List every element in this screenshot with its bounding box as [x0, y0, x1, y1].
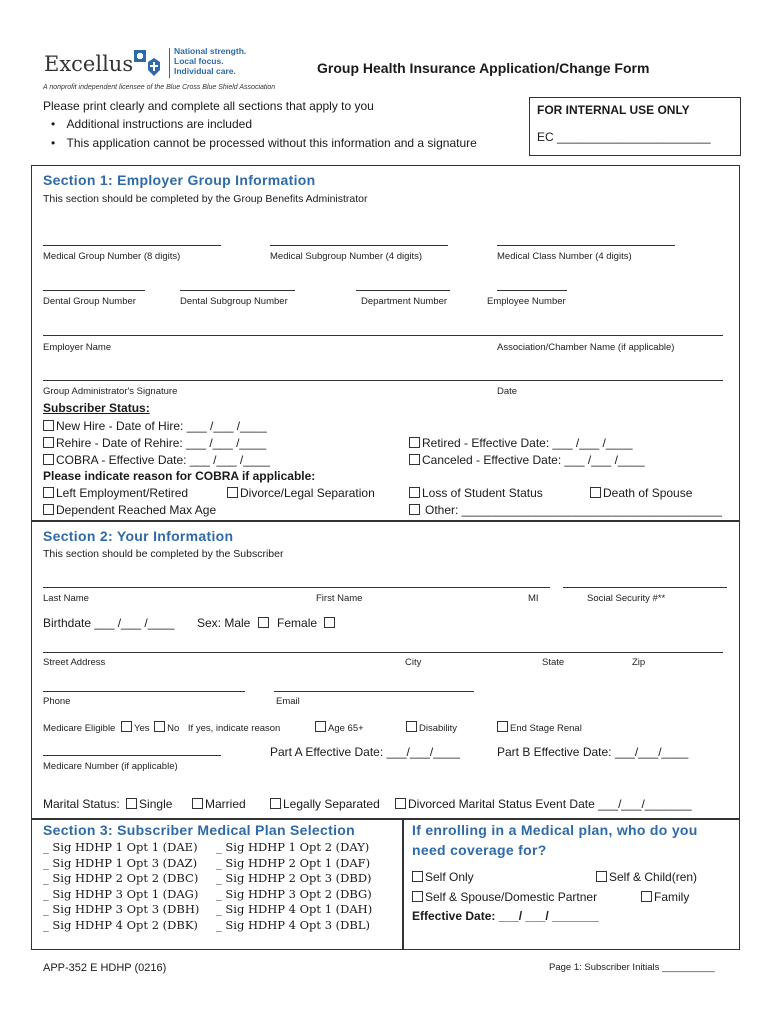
- divorced-checkbox[interactable]: [395, 798, 406, 809]
- section-1-title: Section 1: Employer Group Information: [43, 172, 316, 188]
- medical-class-number-field[interactable]: [497, 245, 675, 246]
- address-field[interactable]: [43, 652, 723, 653]
- sex-field: Sex: Male Female: [197, 616, 337, 630]
- medical-subgroup-number-label: Medical Subgroup Number (4 digits): [270, 251, 423, 262]
- dental-subgroup-number-label: Dental Subgroup Number: [180, 296, 288, 307]
- plan-option[interactable]: _ Sig HDHP 2 Opt 2 (DBC): [43, 871, 199, 885]
- plan-option[interactable]: _ Sig HDHP 4 Opt 2 (DBK): [43, 917, 198, 932]
- employee-number-field[interactable]: [497, 290, 567, 291]
- dental-group-number-field[interactable]: [43, 290, 145, 291]
- effective-date-field[interactable]: Effective Date: ___/ ___/ _______: [412, 909, 599, 923]
- dependent-max-age-option[interactable]: Dependent Reached Max Age: [43, 503, 216, 517]
- coverage-title-line-1: If enrolling in a Medical plan, who do you: [412, 822, 698, 838]
- section-1-subtitle: This section should be completed by the Group Benefits Administrator: [43, 193, 368, 205]
- self-spouse-option[interactable]: Self & Spouse/Domestic Partner: [412, 890, 597, 904]
- family-option[interactable]: Family: [641, 890, 689, 904]
- plan-option[interactable]: _ Sig HDHP 3 Opt 2 (DBG): [216, 886, 372, 901]
- instruction-bullet-2: • This application cannot be processed without this information and a signature: [51, 136, 477, 150]
- city-label: City: [405, 657, 422, 668]
- plan-list-right: [216, 840, 372, 933]
- new-hire-checkbox[interactable]: [43, 420, 54, 431]
- logo-wordmark: Excellus: [44, 52, 134, 76]
- medicare-number-field[interactable]: [43, 755, 221, 756]
- section-2-title: Section 2: Your Information: [43, 528, 234, 544]
- self-only-option[interactable]: Self Only: [412, 870, 474, 884]
- left-employment-option[interactable]: Left Employment/Retired: [43, 486, 188, 500]
- dependent-max-age-checkbox[interactable]: [43, 504, 54, 515]
- part-a-date-field[interactable]: Part A Effective Date: ___/___/____: [270, 745, 460, 759]
- rehire-checkbox[interactable]: [43, 437, 54, 448]
- medicare-eligible-row: Medicare Eligible Yes No If yes, indicate reason: [43, 723, 281, 734]
- ec-field[interactable]: EC _______________________: [537, 130, 711, 144]
- self-spouse-checkbox[interactable]: [412, 891, 423, 902]
- plan-option[interactable]: _ Sig HDHP 4 Opt 3 (DBL): [216, 917, 370, 932]
- part-b-date-field[interactable]: Part B Effective Date: ___/___/____: [497, 745, 689, 759]
- employee-number-label: Employee Number: [487, 296, 566, 307]
- self-children-checkbox[interactable]: [596, 871, 607, 882]
- tagline-line-2: Local focus.: [174, 56, 224, 66]
- state-label: State: [542, 657, 565, 668]
- coverage-title-line-2: need coverage for?: [412, 842, 547, 858]
- plan-option[interactable]: _ Sig HDHP 1 Opt 1 (DAE): [43, 840, 198, 854]
- department-number-label: Department Number: [361, 296, 448, 307]
- plan-option[interactable]: _ Sig HDHP 2 Opt 1 (DAF): [216, 855, 371, 870]
- tagline-line-1: National strength.: [174, 46, 247, 56]
- self-children-option[interactable]: Self & Child(ren): [596, 870, 697, 884]
- medical-class-number-label: Medical Class Number (4 digits): [497, 251, 632, 262]
- divorced-option[interactable]: Divorced Marital Status Event Date ___/___/_______: [395, 797, 692, 811]
- plan-option[interactable]: _ Sig HDHP 2 Opt 3 (DBD): [216, 871, 372, 885]
- plan-option[interactable]: _ Sig HDHP 4 Opt 1 (DAH): [216, 902, 373, 916]
- medicare-no-checkbox[interactable]: [154, 721, 165, 732]
- married-option[interactable]: Married: [192, 797, 246, 811]
- page-initials-field[interactable]: Page 1: Subscriber Initials __________: [549, 962, 715, 973]
- medical-group-number-field[interactable]: [43, 245, 221, 246]
- divorce-option[interactable]: Divorce/Legal Separation: [227, 486, 375, 500]
- email-field[interactable]: [274, 691, 474, 692]
- employer-name-label: Employer Name: [43, 342, 112, 353]
- licensee-note: A nonprofit independent licensee of the Blue Cross Blue Shield Association: [43, 84, 276, 91]
- loss-student-checkbox[interactable]: [409, 487, 420, 498]
- subscriber-status-title: Subscriber Status:: [43, 401, 150, 415]
- cobra-checkbox[interactable]: [43, 454, 54, 465]
- medicare-number-label: Medicare Number (if applicable): [43, 761, 178, 772]
- family-checkbox[interactable]: [641, 891, 652, 902]
- plan-option[interactable]: _ Sig HDHP 3 Opt 1 (DAG): [43, 886, 199, 901]
- instructions-intro: Please print clearly and complete all sections that apply to you: [43, 99, 374, 113]
- bullet-icon: •: [51, 117, 56, 131]
- last-name-label: Last Name: [43, 593, 89, 604]
- retired-option[interactable]: Retired - Effective Date: ___ /___ /____: [409, 436, 633, 450]
- mi-label: MI: [528, 593, 539, 604]
- department-number-field[interactable]: [356, 290, 450, 291]
- section-3-title: Section 3: Subscriber Medical Plan Selection: [43, 822, 355, 838]
- death-spouse-checkbox[interactable]: [590, 487, 601, 498]
- plan-option[interactable]: _ Sig HDHP 1 Opt 2 (DAY): [216, 840, 370, 854]
- name-field[interactable]: [43, 587, 550, 588]
- left-employment-checkbox[interactable]: [43, 487, 54, 498]
- ssn-field[interactable]: [563, 587, 727, 588]
- admin-signature-label: Group Administrator's Signature: [43, 386, 178, 397]
- medical-subgroup-number-field[interactable]: [270, 245, 448, 246]
- section-2-box: [31, 520, 740, 820]
- medical-group-number-label: Medical Group Number (8 digits): [43, 251, 181, 262]
- logo-divider: [169, 48, 170, 78]
- form-code: APP-352 E HDHP (0216): [43, 962, 167, 974]
- legally-separated-checkbox[interactable]: [270, 798, 281, 809]
- divorce-checkbox[interactable]: [227, 487, 238, 498]
- other-checkbox[interactable]: [409, 504, 420, 515]
- section-2-subtitle: This section should be completed by the Subscriber: [43, 548, 284, 560]
- cobra-option[interactable]: COBRA - Effective Date: ___ /___ /____: [43, 453, 270, 467]
- disability-checkbox[interactable]: [406, 721, 417, 732]
- single-checkbox[interactable]: [126, 798, 137, 809]
- male-checkbox[interactable]: [258, 617, 269, 628]
- loss-student-option[interactable]: Loss of Student Status: [409, 486, 543, 500]
- dental-subgroup-number-field[interactable]: [180, 290, 295, 291]
- admin-signature-field[interactable]: [43, 380, 723, 381]
- retired-checkbox[interactable]: [409, 437, 420, 448]
- plan-option[interactable]: _ Sig HDHP 3 Opt 3 (DBH): [43, 902, 200, 916]
- form-title: Group Health Insurance Application/Change Form: [317, 60, 650, 76]
- canceled-checkbox[interactable]: [409, 454, 420, 465]
- age65-option[interactable]: Age 65+: [315, 721, 364, 734]
- employer-name-field[interactable]: [43, 335, 723, 336]
- self-only-checkbox[interactable]: [412, 871, 423, 882]
- street-label: Street Address: [43, 657, 106, 668]
- ssn-label: Social Security #**: [587, 593, 666, 604]
- age65-checkbox[interactable]: [315, 721, 326, 732]
- married-checkbox[interactable]: [192, 798, 203, 809]
- disability-option[interactable]: Disability: [406, 721, 457, 734]
- zip-label: Zip: [632, 657, 646, 668]
- dental-group-number-label: Dental Group Number: [43, 296, 136, 307]
- medicare-yes-checkbox[interactable]: [121, 721, 132, 732]
- plan-list-left: [43, 840, 199, 933]
- esrd-option[interactable]: End Stage Renal: [497, 721, 582, 734]
- other-option[interactable]: Other: _______________________________________: [409, 503, 722, 517]
- canceled-option[interactable]: Canceled - Effective Date: ___ /___ /____: [409, 453, 645, 467]
- first-name-label: First Name: [316, 593, 363, 604]
- date-label: Date: [497, 386, 518, 397]
- legally-separated-option[interactable]: Legally Separated: [270, 797, 380, 811]
- bcbs-symbol-icon: [130, 46, 164, 80]
- phone-field[interactable]: [43, 691, 245, 692]
- cobra-reason-title: Please indicate reason for COBRA if applicable:: [43, 469, 316, 483]
- death-spouse-option[interactable]: Death of Spouse: [590, 486, 692, 500]
- instruction-bullet-1: • Additional instructions are included: [51, 117, 252, 131]
- esrd-checkbox[interactable]: [497, 721, 508, 732]
- tagline-line-3: Individual care.: [174, 66, 236, 76]
- phone-label: Phone: [43, 696, 71, 707]
- rehire-option[interactable]: Rehire - Date of Rehire: ___ /___ /____: [43, 436, 266, 450]
- bullet-icon: •: [51, 136, 56, 150]
- birthdate-field[interactable]: Birthdate ___ /___ /____: [43, 616, 175, 630]
- female-checkbox[interactable]: [324, 617, 335, 628]
- new-hire-option[interactable]: New Hire - Date of Hire: ___ /___ /____: [43, 419, 267, 433]
- plan-option[interactable]: _ Sig HDHP 1 Opt 3 (DAZ): [43, 855, 198, 870]
- internal-use-title: FOR INTERNAL USE ONLY: [537, 103, 690, 117]
- email-label: Email: [276, 696, 300, 707]
- marital-status-row: Marital Status: Single: [43, 797, 173, 811]
- association-name-label: Association/Chamber Name (if applicable): [497, 342, 675, 353]
